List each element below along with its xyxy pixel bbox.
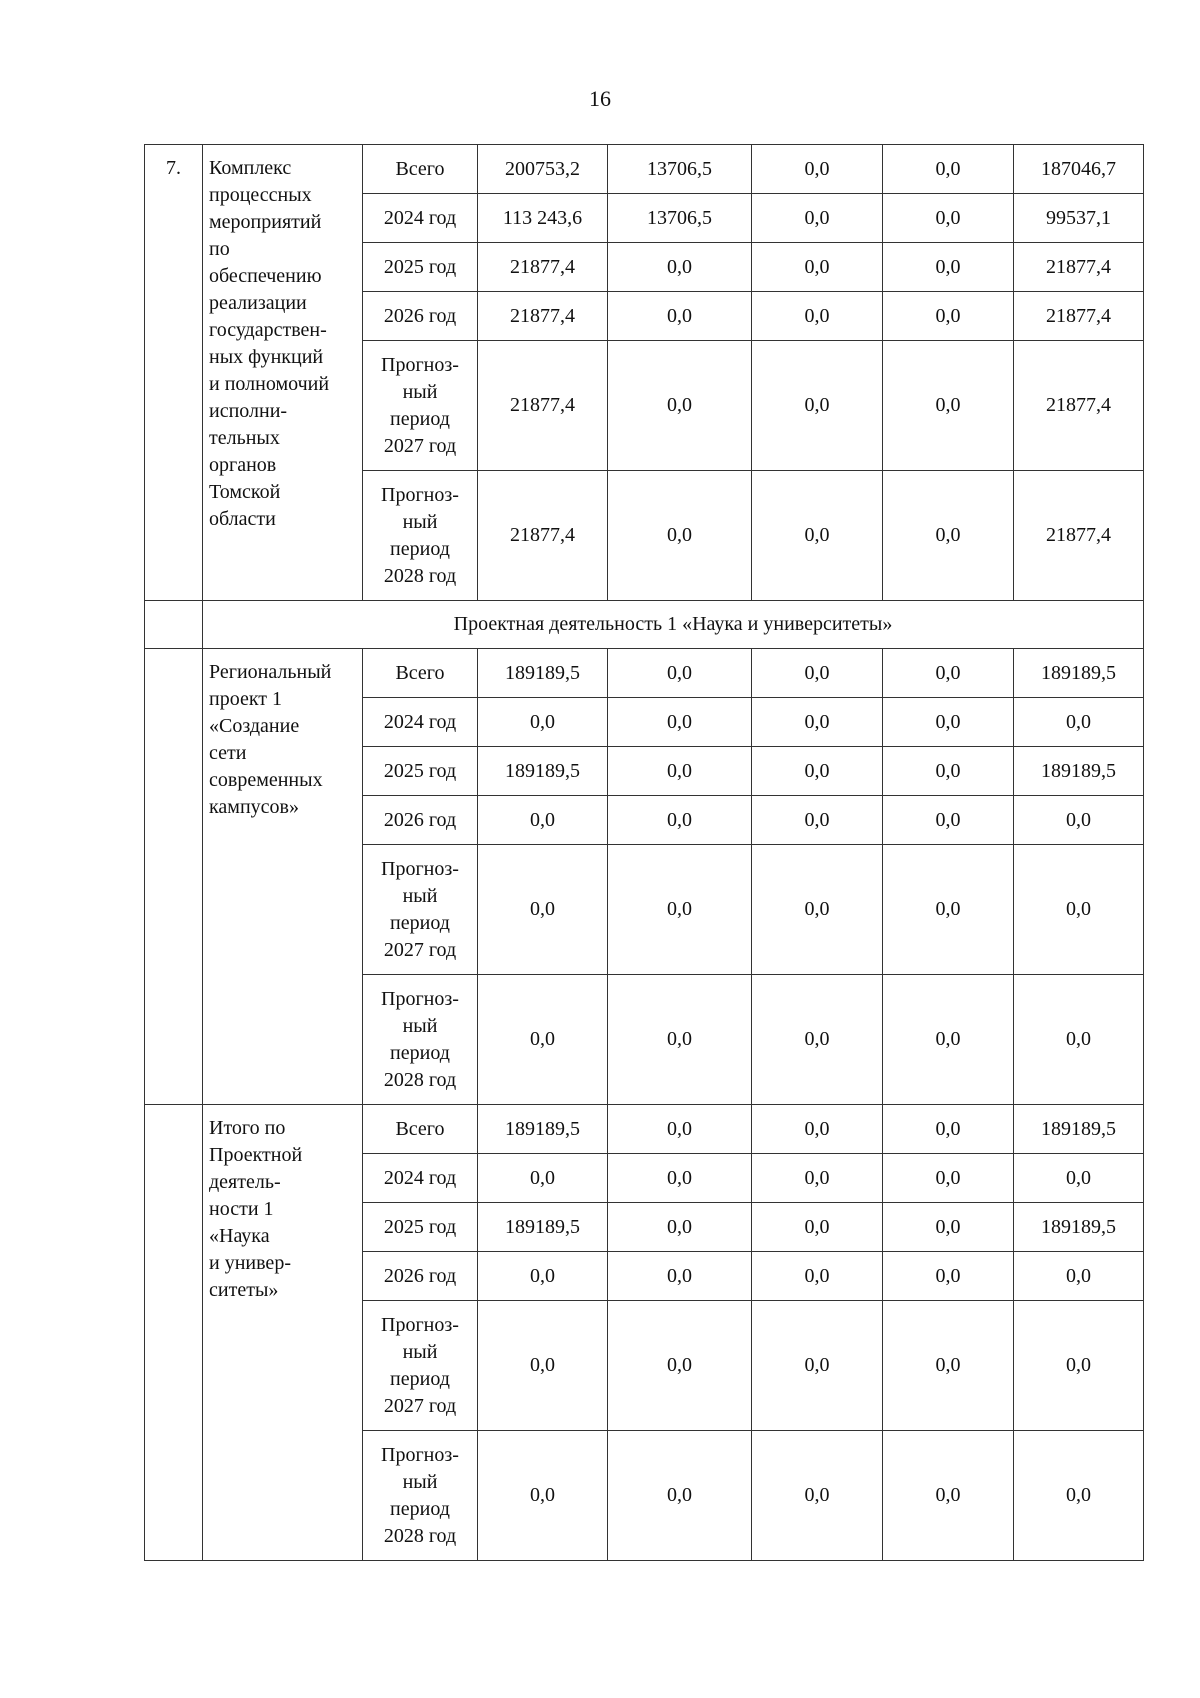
value-cell: 189189,5 [1014, 1105, 1144, 1154]
period-cell: 2026 год [363, 796, 478, 845]
value-cell: 0,0 [752, 145, 883, 194]
value-cell: 0,0 [883, 145, 1014, 194]
value-cell: 0,0 [608, 649, 752, 698]
value-cell: 0,0 [608, 747, 752, 796]
value-cell: 0,0 [478, 796, 608, 845]
value-cell: 189189,5 [478, 1203, 608, 1252]
value-cell: 0,0 [1014, 698, 1144, 747]
value-cell: 13706,5 [608, 194, 752, 243]
value-cell: 0,0 [608, 243, 752, 292]
value-cell: 21877,4 [1014, 471, 1144, 601]
value-cell: 113 243,6 [478, 194, 608, 243]
value-cell: 0,0 [883, 341, 1014, 471]
row-name-cell: Комплекс процессных мероприятий по обеспечению реализации государствен- ных функций и полномочий исполни- тельных органов Томской области [203, 145, 363, 601]
value-cell: 21877,4 [478, 292, 608, 341]
value-cell: 0,0 [752, 975, 883, 1105]
value-cell: 21877,4 [1014, 341, 1144, 471]
value-cell: 0,0 [883, 1301, 1014, 1431]
value-cell: 0,0 [478, 1252, 608, 1301]
value-cell: 0,0 [752, 194, 883, 243]
page-number: 16 [589, 86, 611, 111]
value-cell: 0,0 [1014, 975, 1144, 1105]
value-cell: 189189,5 [1014, 649, 1144, 698]
value-cell: 0,0 [752, 649, 883, 698]
value-cell: 0,0 [478, 1154, 608, 1203]
value-cell: 0,0 [608, 1154, 752, 1203]
row-index-cell [145, 1105, 203, 1561]
period-cell: 2024 год [363, 1154, 478, 1203]
value-cell: 0,0 [478, 845, 608, 975]
value-cell: 0,0 [1014, 1154, 1144, 1203]
value-cell: 0,0 [883, 1431, 1014, 1561]
period-cell: Прогноз- ный период 2027 год [363, 341, 478, 471]
value-cell: 0,0 [608, 975, 752, 1105]
period-cell: Прогноз- ный период 2027 год [363, 845, 478, 975]
budget-table [144, 144, 1144, 1561]
value-cell: 0,0 [1014, 845, 1144, 975]
value-cell: 0,0 [478, 1431, 608, 1561]
value-cell: 189189,5 [478, 649, 608, 698]
value-cell: 0,0 [883, 649, 1014, 698]
period-cell: Прогноз- ный период 2027 год [363, 1301, 478, 1431]
value-cell: 187046,7 [1014, 145, 1144, 194]
value-cell: 0,0 [608, 292, 752, 341]
value-cell: 99537,1 [1014, 194, 1144, 243]
value-cell: 21877,4 [478, 471, 608, 601]
period-cell: 2025 год [363, 243, 478, 292]
period-cell: Всего [363, 1105, 478, 1154]
value-cell: 0,0 [478, 975, 608, 1105]
value-cell: 0,0 [752, 1252, 883, 1301]
value-cell: 0,0 [1014, 1301, 1144, 1431]
value-cell: 0,0 [883, 845, 1014, 975]
value-cell: 0,0 [752, 747, 883, 796]
value-cell: 21877,4 [478, 341, 608, 471]
value-cell: 0,0 [752, 471, 883, 601]
value-cell: 0,0 [752, 243, 883, 292]
value-cell: 0,0 [608, 698, 752, 747]
value-cell: 0,0 [608, 1301, 752, 1431]
value-cell: 0,0 [478, 698, 608, 747]
value-cell: 0,0 [752, 1203, 883, 1252]
value-cell: 0,0 [883, 194, 1014, 243]
value-cell: 0,0 [883, 975, 1014, 1105]
period-cell: 2026 год [363, 292, 478, 341]
value-cell: 21877,4 [1014, 292, 1144, 341]
value-cell: 21877,4 [478, 243, 608, 292]
period-cell: Прогноз- ный период 2028 год [363, 1431, 478, 1561]
value-cell: 0,0 [883, 1154, 1014, 1203]
value-cell: 0,0 [883, 292, 1014, 341]
value-cell: 0,0 [752, 796, 883, 845]
value-cell: 189189,5 [478, 1105, 608, 1154]
row-index-cell [145, 649, 203, 1105]
value-cell: 0,0 [608, 471, 752, 601]
value-cell: 0,0 [478, 1301, 608, 1431]
row-name-cell: Итого по Проектной деятель- ности 1 «Наука и универ- ситеты» [203, 1105, 363, 1561]
period-cell: Всего [363, 145, 478, 194]
value-cell: 0,0 [883, 1252, 1014, 1301]
value-cell: 0,0 [883, 1203, 1014, 1252]
value-cell: 0,0 [752, 698, 883, 747]
table-row [145, 1105, 1144, 1154]
period-cell: 2024 год [363, 194, 478, 243]
period-cell: Прогноз- ный период 2028 год [363, 975, 478, 1105]
period-cell: 2026 год [363, 1252, 478, 1301]
section-title: Проектная деятельность 1 «Наука и университеты» [203, 601, 1144, 649]
value-cell: 189189,5 [1014, 1203, 1144, 1252]
value-cell: 0,0 [608, 341, 752, 471]
section-index-cell [145, 601, 203, 649]
value-cell: 0,0 [1014, 796, 1144, 845]
value-cell: 0,0 [752, 1431, 883, 1561]
period-cell: Прогноз- ный период 2028 год [363, 471, 478, 601]
value-cell: 21877,4 [1014, 243, 1144, 292]
table-row [145, 145, 1144, 194]
value-cell: 0,0 [883, 471, 1014, 601]
period-cell: 2025 год [363, 747, 478, 796]
value-cell: 189189,5 [1014, 747, 1144, 796]
value-cell: 0,0 [752, 1105, 883, 1154]
value-cell: 0,0 [752, 292, 883, 341]
value-cell: 0,0 [752, 845, 883, 975]
value-cell: 0,0 [1014, 1252, 1144, 1301]
value-cell: 13706,5 [608, 145, 752, 194]
row-index-cell: 7. [145, 145, 203, 601]
value-cell: 0,0 [608, 1431, 752, 1561]
value-cell: 0,0 [883, 1105, 1014, 1154]
value-cell: 0,0 [752, 341, 883, 471]
value-cell: 200753,2 [478, 145, 608, 194]
value-cell: 0,0 [1014, 1431, 1144, 1561]
value-cell: 0,0 [608, 1252, 752, 1301]
value-cell: 0,0 [608, 1105, 752, 1154]
value-cell: 0,0 [752, 1301, 883, 1431]
value-cell: 0,0 [608, 845, 752, 975]
value-cell: 0,0 [608, 1203, 752, 1252]
value-cell: 0,0 [883, 796, 1014, 845]
row-name-cell: Региональный проект 1 «Создание сети современных кампусов» [203, 649, 363, 1105]
value-cell: 0,0 [883, 747, 1014, 796]
table-row [145, 649, 1144, 698]
period-cell: 2024 год [363, 698, 478, 747]
section-row [145, 601, 1144, 649]
value-cell: 0,0 [883, 698, 1014, 747]
value-cell: 0,0 [752, 1154, 883, 1203]
value-cell: 0,0 [883, 243, 1014, 292]
period-cell: Всего [363, 649, 478, 698]
value-cell: 189189,5 [478, 747, 608, 796]
period-cell: 2025 год [363, 1203, 478, 1252]
value-cell: 0,0 [608, 796, 752, 845]
